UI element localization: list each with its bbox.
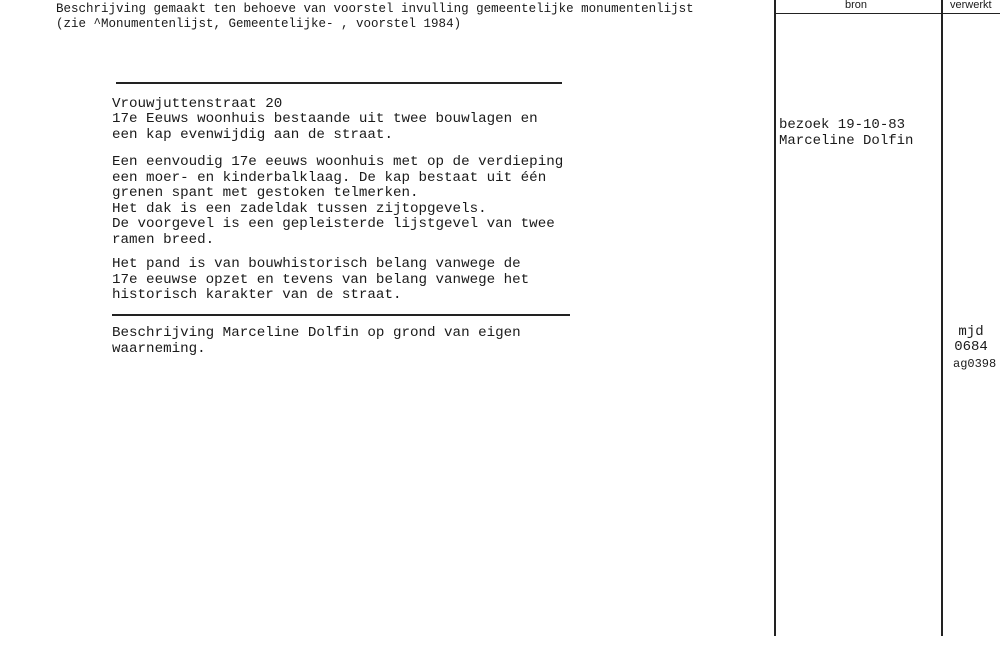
reference-code-1: mjd [958, 324, 984, 340]
text-line: waarneming. [112, 340, 206, 357]
text-line: een kap evenwijdig aan de straat. [112, 126, 393, 143]
header-note-line-1: Beschrijving gemaakt ten behoeve van voorstel invulling gemeentelijke monumentenlijst [56, 2, 694, 16]
column-header-rule [775, 13, 1000, 14]
rule-top [116, 82, 562, 84]
text-line: ramen breed. [112, 231, 215, 248]
address-title: Vrouwjuttenstraat 20 [112, 96, 283, 112]
text-line: grenen spant met gestoken telmerken. [112, 185, 419, 201]
source-entry [779, 118, 913, 149]
reference-code-3: ag0398 [953, 357, 997, 371]
rule-middle [112, 314, 570, 316]
text-line: historisch karakter van de straat. [112, 287, 402, 303]
header-note [56, 2, 694, 32]
author-note [112, 326, 521, 357]
text-line: 17e Eeuws woonhuis bestaande uit twee bouwlagen en [112, 111, 538, 127]
header-note-line-2: (zie ^Monumentenlijst, Gemeentelijke- , voorstel 1984) [56, 17, 462, 31]
text-line: De voorgevel is een gepleisterde lijstgevel van twee [112, 216, 555, 232]
column-header-bron: bron [845, 0, 868, 11]
column-header-verwerkt: verwerkt [950, 0, 992, 11]
column-divider-left [774, 0, 776, 636]
paragraph-summary [112, 112, 538, 143]
paragraph-significance [112, 257, 529, 304]
text-line: Het dak is een zadeldak tussen zijtopgevels. [112, 200, 487, 217]
source-author: Marceline Dolfin [779, 132, 914, 149]
processed-reference [953, 324, 997, 372]
text-line: Het pand is van bouwhistorisch belang vanwege de [112, 256, 521, 272]
text-line: Beschrijving Marceline Dolfin op grond van eigen [112, 325, 521, 341]
text-line: 17e eeuwse opzet en tevens van belang vanwege het [112, 271, 530, 288]
paragraph-description [112, 155, 563, 248]
text-line: Een eenvoudig 17e eeuws woonhuis met op de verdieping [112, 154, 564, 170]
reference-code-2: 0684 [954, 339, 988, 355]
column-divider-right [941, 0, 943, 636]
text-line: een moer- en kinderbalklaag. De kap bestaat uit één [112, 169, 547, 186]
source-visit-date: bezoek 19-10-83 [779, 117, 906, 133]
